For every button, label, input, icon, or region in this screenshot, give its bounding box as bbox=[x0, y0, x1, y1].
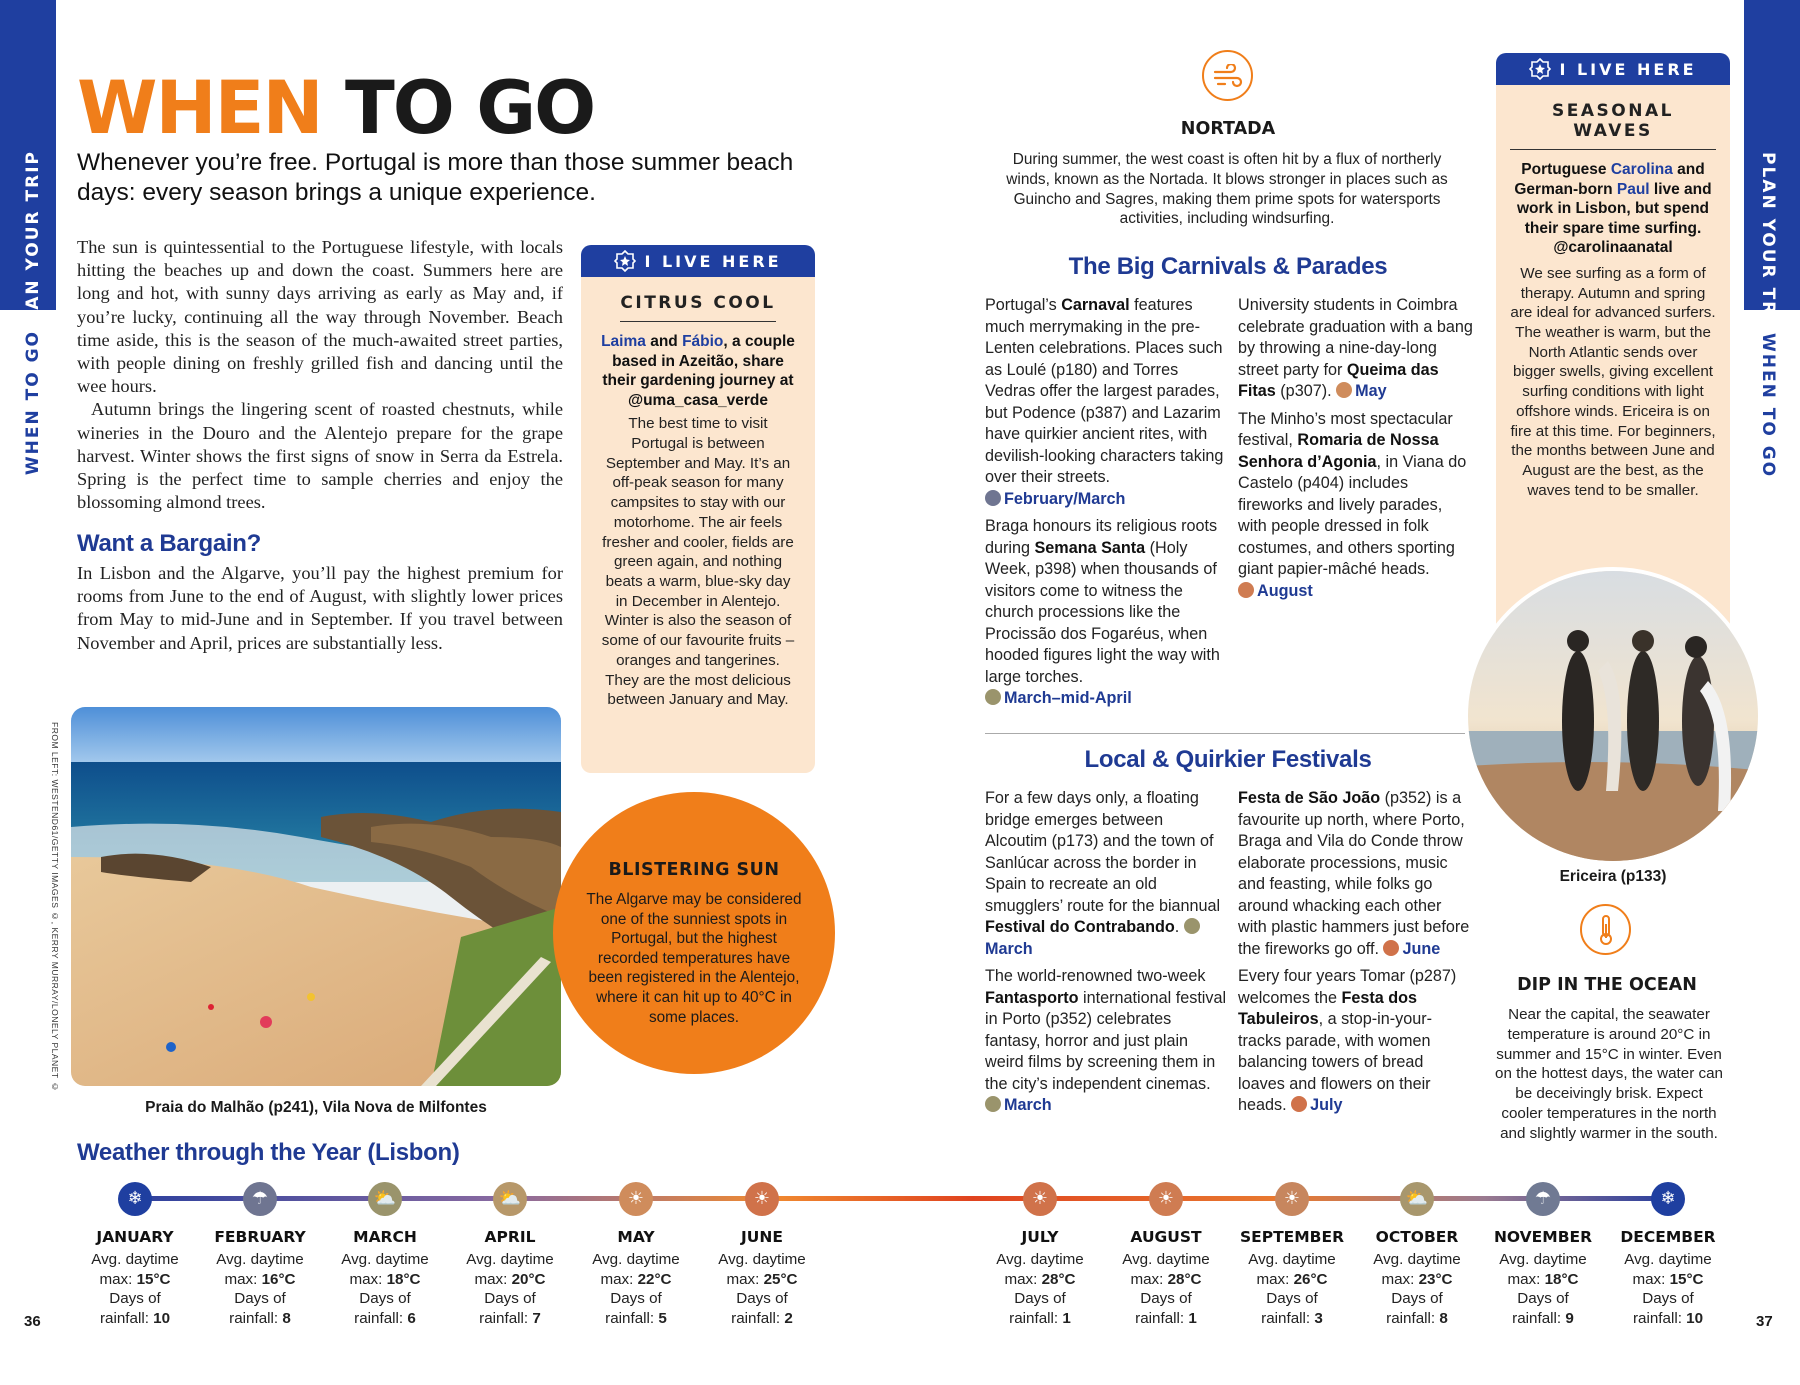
max-label: max: bbox=[726, 1270, 764, 1288]
carnaval-name: Carnaval bbox=[1061, 296, 1130, 314]
waves-text: We see surfing as a form of therapy. Autumn and spring are ideal for advanced surfers. The weather is warm, but the North Atlantic sends over bigger swells, giving excellent surfing conditions with light offshore winds. Ericeira is on fire at this time. For beginners, the months between June and August are the best, as the waves tend to be smaller. bbox=[1510, 264, 1716, 499]
max-temp: 26°C bbox=[1293, 1270, 1328, 1288]
dip-text: Near the capital, the seawater temperature is around 20°C in summer and 15°C in winter. Even on the hottest days, the water can be deceivingly brisk. Expect cooler temperatures in the north and slightly warmer in the south. bbox=[1495, 1006, 1723, 1142]
days-label: Days of bbox=[1014, 1290, 1066, 1307]
carnivals-col-1 bbox=[985, 295, 1227, 716]
contrabando-text-c: . bbox=[1174, 918, 1180, 936]
rain-days: 5 bbox=[658, 1309, 667, 1327]
romaria-text-a: The Minho’s most spectacular festival, bbox=[1238, 409, 1453, 449]
citrus-intro bbox=[599, 332, 797, 410]
weather-month-march bbox=[325, 1228, 445, 1328]
rain-label: rainfall: bbox=[605, 1309, 659, 1327]
blistering-sun-circle bbox=[553, 792, 835, 1074]
month-stats bbox=[200, 1250, 320, 1328]
waves-intro-b: and German-born bbox=[1514, 161, 1705, 198]
contrabando-when: March bbox=[985, 939, 1033, 958]
festivals-col-2 bbox=[1238, 788, 1474, 1123]
rain-label: rainfall: bbox=[354, 1309, 408, 1327]
weather-month-december bbox=[1608, 1228, 1728, 1328]
rain-label: rainfall: bbox=[1135, 1309, 1189, 1327]
max-label: max: bbox=[1256, 1270, 1294, 1288]
avg-label: Avg. daytime bbox=[592, 1251, 680, 1268]
rain-cloud-icon: ☂ bbox=[1526, 1182, 1560, 1216]
contrabando-entry bbox=[985, 788, 1227, 960]
sun-icon bbox=[1238, 582, 1254, 598]
days-label: Days of bbox=[736, 1290, 788, 1307]
month-stats bbox=[1232, 1250, 1352, 1328]
citrus-name-1: Laima bbox=[601, 333, 646, 350]
weather-month-september bbox=[1232, 1228, 1352, 1328]
romaria-name: Romaria de Nossa Senhora d’Agonia bbox=[1238, 431, 1439, 471]
max-label: max: bbox=[1130, 1270, 1168, 1288]
fantasporto-when: March bbox=[1004, 1096, 1052, 1114]
max-temp: 28°C bbox=[1167, 1270, 1202, 1288]
nortada-title: NORTADA bbox=[1180, 119, 1276, 139]
citrus-title: CITRUS COOL bbox=[620, 293, 775, 322]
avg-label: Avg. daytime bbox=[216, 1251, 304, 1268]
rain-label: rainfall: bbox=[1512, 1309, 1566, 1327]
max-label: max: bbox=[474, 1270, 512, 1288]
sun-icon bbox=[1383, 940, 1399, 956]
snowflake-icon: ❄ bbox=[118, 1182, 152, 1216]
waves-badge-label: I LIVE HERE bbox=[1559, 59, 1697, 79]
rain-label: rainfall: bbox=[1261, 1309, 1315, 1327]
rain-days: 9 bbox=[1565, 1309, 1574, 1327]
month-name: FEBRUARY bbox=[214, 1228, 306, 1246]
semana-name: Semana Santa bbox=[1034, 538, 1146, 557]
rain-label: rainfall: bbox=[1386, 1309, 1440, 1327]
month-stats bbox=[702, 1250, 822, 1328]
photo-credit: FROM LEFT: WESTEND61/GETTY IMAGES ©, KERRY MURRAY/LONELY PLANET © bbox=[50, 722, 60, 1092]
month-stats bbox=[75, 1250, 195, 1328]
days-label: Days of bbox=[109, 1290, 161, 1307]
sun-cloud-icon bbox=[1184, 918, 1200, 934]
days-label: Days of bbox=[1642, 1290, 1694, 1307]
fantasporto-text-a: The world-renowned two-week bbox=[985, 967, 1206, 985]
month-name: AUGUST bbox=[1130, 1228, 1202, 1246]
month-name: JULY bbox=[1021, 1228, 1059, 1246]
max-label: max: bbox=[1004, 1270, 1042, 1288]
blistering-title: BLISTERING SUN bbox=[608, 860, 780, 880]
rain-label: rainfall: bbox=[229, 1309, 283, 1327]
page-subtitle: Whenever you’re free. Portugal is more than those summer beach days: every season brings a unique experience. bbox=[77, 149, 794, 206]
rain-days: 2 bbox=[784, 1309, 793, 1327]
rain-days: 7 bbox=[532, 1309, 541, 1327]
weather-month-august bbox=[1106, 1228, 1226, 1328]
rain-cloud-icon: ☂ bbox=[243, 1182, 277, 1216]
month-name: SEPTEMBER bbox=[1239, 1228, 1345, 1246]
avg-label: Avg. daytime bbox=[1122, 1251, 1210, 1268]
section-divider bbox=[985, 733, 1465, 734]
carnaval-entry bbox=[985, 295, 1227, 510]
thermometer-icon bbox=[1580, 904, 1631, 955]
contrabando-name: Festival do Contrabando bbox=[985, 918, 1175, 936]
intro-text bbox=[77, 236, 563, 514]
sun-cloud-icon: ⛅ bbox=[493, 1182, 527, 1216]
sun-icon: ☀ bbox=[1275, 1182, 1309, 1216]
side-tab-left-label: PLAN YOUR TRIP bbox=[23, 150, 43, 338]
sun-cloud-icon bbox=[985, 1096, 1001, 1112]
queima-text-c: (p307). bbox=[1275, 382, 1332, 400]
carnaval-text-a: Portugal’s bbox=[985, 296, 1062, 314]
days-label: Days of bbox=[610, 1290, 662, 1307]
queima-entry bbox=[1238, 295, 1474, 403]
bargain-text: In Lisbon and the Algarve, you’ll pay the highest premium for rooms from June to the end of August, with slightly lower prices from May to mid-June and in September. If you travel between November and April, prices are substantially less. bbox=[77, 563, 563, 653]
rain-label: rainfall: bbox=[1632, 1309, 1687, 1327]
month-name: JANUARY bbox=[96, 1228, 174, 1246]
sun-icon bbox=[1291, 1096, 1307, 1112]
month-stats bbox=[450, 1250, 570, 1328]
sun-icon: ☀ bbox=[745, 1182, 779, 1216]
weather-month-july bbox=[980, 1228, 1100, 1328]
sao-joao-entry bbox=[1238, 788, 1474, 960]
fantasporto-text-c: international festival in Porto (p352) celebrates fantasy, horror and just plain weird films by screening them in the city’s independent cinemas. bbox=[985, 988, 1227, 1093]
citrus-badge-label: I LIVE HERE bbox=[644, 251, 782, 271]
romaria-when: August bbox=[1257, 581, 1313, 600]
waves-intro-c: live and work in Lisbon, but spend their spare time surfing. @carolinaanatal bbox=[1516, 180, 1712, 257]
waves-name-2: Paul bbox=[1616, 180, 1650, 198]
avg-label: Avg. daytime bbox=[1248, 1251, 1336, 1268]
max-label: max: bbox=[1381, 1270, 1419, 1288]
avg-label: Avg. daytime bbox=[341, 1251, 429, 1268]
wind-icon bbox=[1202, 50, 1253, 101]
semana-santa-entry bbox=[985, 516, 1227, 710]
sun-icon: ☀ bbox=[1023, 1182, 1057, 1216]
max-temp: 15°C bbox=[1669, 1270, 1704, 1288]
days-label: Days of bbox=[1266, 1290, 1318, 1307]
avg-label: Avg. daytime bbox=[466, 1251, 554, 1268]
intro-paragraph-2: Autumn brings the lingering scent of roasted chestnuts, while wineries in the Douro and the Alentejo prepare for the grape harvest. Winter shows the first signs of snow in Serra da Estrela. Spring is the perfect time to sample cherries and enjoy the blossoming almond trees. bbox=[77, 399, 563, 513]
beach-caption: Praia do Malhão (p241), Vila Nova de Milfontes bbox=[145, 1099, 487, 1116]
weather-month-april bbox=[450, 1228, 570, 1328]
rain-label: rainfall: bbox=[1009, 1309, 1063, 1327]
queima-name: Queima das Fitas bbox=[1238, 360, 1439, 400]
max-label: max: bbox=[600, 1270, 638, 1288]
waves-name-1: Carolina bbox=[1610, 161, 1673, 178]
snowflake-icon: ❄ bbox=[1651, 1182, 1685, 1216]
max-temp: 18°C bbox=[386, 1270, 421, 1288]
weather-month-february bbox=[200, 1228, 320, 1328]
intro-paragraph-1: The sun is quintessential to the Portuguese lifestyle, with locals hitting the beaches up and down the coast. Summers here are long and hot, with sunny days arriving as early as May and, if you’re lucky, continuing all the way through November. Beach time aside, this is the season of the much-awaited street parties, with people dining on freshly grilled fish and dancing until the wee hours. bbox=[77, 237, 563, 397]
star-badge-icon bbox=[1529, 58, 1551, 80]
days-label: Days of bbox=[359, 1290, 411, 1307]
sun-icon: ☀ bbox=[619, 1182, 653, 1216]
avg-label: Avg. daytime bbox=[91, 1251, 179, 1268]
weather-month-october bbox=[1357, 1228, 1477, 1328]
days-label: Days of bbox=[234, 1290, 286, 1307]
weather-month-november bbox=[1483, 1228, 1603, 1328]
citrus-badge bbox=[581, 245, 815, 277]
max-label: max: bbox=[99, 1270, 137, 1288]
tabuleiros-name: Festa dos Tabuleiros bbox=[1238, 988, 1418, 1028]
avg-label: Avg. daytime bbox=[1624, 1251, 1712, 1268]
sao-joao-text-c: (p352) is a favourite up north, where Porto, Braga and Vila do Conde throw elaborate processions, music and feasting, while folks go around whacking each other with plastic hammers just before the fireworks go off. bbox=[1238, 789, 1470, 958]
max-temp: 25°C bbox=[763, 1270, 798, 1288]
rain-days: 10 bbox=[153, 1309, 171, 1327]
citrus-body bbox=[581, 277, 815, 773]
max-label: max: bbox=[1632, 1270, 1670, 1288]
festivals-col-1 bbox=[985, 788, 1227, 1123]
semana-text-c: (Holy Week, p398) when thousands of visitors come to witness the church processions like the Procissão dos Fogaréus, when hooded figures light the way with large torches. bbox=[985, 538, 1220, 686]
days-label: Days of bbox=[1140, 1290, 1192, 1307]
star-badge-icon bbox=[614, 250, 636, 272]
romaria-entry bbox=[1238, 409, 1474, 603]
month-name: NOVEMBER bbox=[1493, 1228, 1593, 1246]
bargain-heading: Want a Bargain? bbox=[77, 530, 261, 557]
max-temp: 20°C bbox=[511, 1270, 546, 1288]
days-label: Days of bbox=[1517, 1290, 1569, 1307]
rain-label: rainfall: bbox=[731, 1309, 785, 1327]
month-stats bbox=[325, 1250, 445, 1328]
beach-illustration bbox=[71, 707, 561, 1086]
month-stats bbox=[576, 1250, 696, 1328]
citrus-text: The best time to visit Portugal is between September and May. It’s an off-peak season for many campsites to stay with our motorhome. The air feels fresher and cooler, fields are green again, and nothing beats a warm, blue-sky day in December in Alentejo. Winter is also the season of some of our favourite fruits – oranges and tangerines. They are the most delicious between January and May. bbox=[601, 415, 795, 709]
avg-label: Avg. daytime bbox=[996, 1251, 1084, 1268]
nortada-text: During summer, the west coast is often hit by a flux of northerly winds, known as the Nortada. It blows stronger in places such as Guincho and Sagres, making them prime spots for watersports activities, including windsurfing. bbox=[1006, 151, 1448, 228]
tabuleiros-entry bbox=[1238, 966, 1474, 1117]
month-name: JUNE bbox=[741, 1228, 783, 1246]
sun-cloud-icon: ⛅ bbox=[368, 1182, 402, 1216]
month-stats bbox=[1608, 1250, 1728, 1328]
title-when: WHEN bbox=[77, 66, 322, 151]
winter-icon bbox=[985, 490, 1001, 506]
waves-badge bbox=[1496, 53, 1730, 85]
beach-photo bbox=[71, 707, 561, 1086]
carnaval-when: February/March bbox=[1004, 489, 1126, 508]
waves-intro bbox=[1510, 160, 1716, 258]
side-tab-right-label: PLAN YOUR TRIP bbox=[1758, 152, 1778, 340]
fantasporto-name: Fantasporto bbox=[985, 988, 1079, 1007]
month-name: DECEMBER bbox=[1620, 1228, 1716, 1246]
month-stats bbox=[1483, 1250, 1603, 1328]
queima-text-a: University students in Coimbra celebrate graduation with a bang by throwing a nine-day-long street party for bbox=[1238, 296, 1473, 379]
sun-icon: ☀ bbox=[1149, 1182, 1183, 1216]
month-name: MAY bbox=[617, 1228, 655, 1246]
avg-label: Avg. daytime bbox=[718, 1251, 806, 1268]
surf-photo bbox=[1464, 567, 1762, 865]
dip-title: DIP IN THE OCEAN bbox=[1517, 975, 1697, 995]
waves-title: SEASONAL WAVES bbox=[1510, 101, 1716, 150]
avg-label: Avg. daytime bbox=[1373, 1251, 1461, 1268]
waves-intro-a: Portuguese bbox=[1521, 161, 1611, 178]
days-label: Days of bbox=[484, 1290, 536, 1307]
page-number-right: 37 bbox=[1756, 1313, 1773, 1330]
max-temp: 15°C bbox=[136, 1270, 171, 1288]
carnivals-heading: The Big Carnivals & Parades bbox=[1068, 253, 1388, 280]
max-temp: 23°C bbox=[1418, 1270, 1453, 1288]
rain-label: rainfall: bbox=[99, 1309, 154, 1327]
romaria-text-c: , in Viana do Castelo (p404) includes fireworks and lively parades, with people dressed in folk costumes, and others sporting giant papier-mâché heads. bbox=[1238, 452, 1467, 578]
days-label: Days of bbox=[1391, 1290, 1443, 1307]
citrus-name-2: Fábio bbox=[682, 333, 724, 350]
surf-caption: Ericeira (p133) bbox=[1559, 868, 1667, 885]
max-label: max: bbox=[349, 1270, 387, 1288]
side-section-left-label: WHEN TO GO bbox=[23, 330, 43, 476]
semana-text-a: Braga honours its religious roots during bbox=[985, 517, 1218, 557]
citrus-intro-rest: , a couple based in Azeitão, share their gardening journey at @uma_casa_verde bbox=[602, 333, 795, 409]
rain-days: 1 bbox=[1062, 1309, 1071, 1327]
weather-heading: Weather through the Year (Lisbon) bbox=[77, 1139, 460, 1166]
surfers-illustration bbox=[1468, 571, 1762, 865]
rain-days: 1 bbox=[1188, 1309, 1197, 1327]
rain-label: rainfall: bbox=[479, 1309, 533, 1327]
month-name: MARCH bbox=[353, 1228, 417, 1246]
max-temp: 28°C bbox=[1041, 1270, 1076, 1288]
rain-days: 8 bbox=[282, 1309, 291, 1327]
month-stats bbox=[1357, 1250, 1477, 1328]
avg-label: Avg. daytime bbox=[1499, 1251, 1587, 1268]
max-label: max: bbox=[1507, 1270, 1545, 1288]
queima-when: May bbox=[1355, 382, 1387, 400]
sun-cloud-icon bbox=[985, 689, 1001, 705]
citrus-cool-box bbox=[581, 245, 815, 773]
tabuleiros-text-c: , a stop-in-your-tracks parade, with women balancing towers of bread loaves and flowers on their heads. bbox=[1238, 1010, 1433, 1114]
page-number-left: 36 bbox=[24, 1313, 41, 1330]
weather-month-january bbox=[75, 1228, 195, 1328]
month-name: APRIL bbox=[484, 1228, 536, 1246]
sun-cloud-icon: ⛅ bbox=[1400, 1182, 1434, 1216]
max-temp: 16°C bbox=[261, 1270, 296, 1288]
max-temp: 18°C bbox=[1544, 1270, 1579, 1288]
carnivals-col-2 bbox=[1238, 295, 1474, 608]
month-name: OCTOBER bbox=[1375, 1228, 1459, 1246]
month-stats bbox=[1106, 1250, 1226, 1328]
sun-icon bbox=[1336, 382, 1352, 398]
tabuleiros-text-a: Every four years Tomar (p287) welcomes the bbox=[1238, 967, 1457, 1007]
max-temp: 22°C bbox=[637, 1270, 672, 1288]
weather-timeline bbox=[120, 1194, 1720, 1204]
fantasporto-entry bbox=[985, 966, 1227, 1117]
side-section-right-label: WHEN TO GO bbox=[1758, 333, 1778, 479]
contrabando-text-a: For a few days only, a floating bridge emerges between Alcoutim (p173) and the town of Sanlúcar across the border in Spain to recreate an old smugglers’ route for the biannual bbox=[985, 789, 1221, 915]
sao-joao-when: June bbox=[1402, 939, 1441, 958]
festivals-heading: Local & Quirkier Festivals bbox=[1084, 746, 1372, 773]
blistering-text: The Algarve may be considered one of the sunniest spots in Portugal, but the highest recorded temperatures have been registered in the Alentejo, where it can hit up to 40°C in some places. bbox=[586, 891, 802, 1026]
max-label: max: bbox=[224, 1270, 262, 1288]
rain-days: 10 bbox=[1686, 1309, 1704, 1327]
rain-days: 6 bbox=[407, 1309, 416, 1327]
tabuleiros-when: July bbox=[1310, 1096, 1343, 1114]
semana-when: March–mid-April bbox=[1004, 689, 1132, 707]
month-stats bbox=[980, 1250, 1100, 1328]
carnaval-text-c: features much merrymaking in the pre-Lenten celebrations. Places such as Loulé (p180) and Torres Vedras offer the largest parades, but Podence (p387) and Lazarim have quirkier ancient rites, with devilish-looking characters taking over their streets. bbox=[985, 296, 1224, 486]
title-to-go: TO GO bbox=[345, 66, 595, 151]
page-title bbox=[77, 66, 595, 151]
rain-days: 3 bbox=[1314, 1309, 1323, 1327]
weather-month-may bbox=[576, 1228, 696, 1328]
rain-days: 8 bbox=[1439, 1309, 1448, 1327]
weather-month-june bbox=[702, 1228, 822, 1328]
citrus-and: and bbox=[645, 333, 683, 350]
sao-joao-name: Festa de São João bbox=[1238, 789, 1381, 807]
